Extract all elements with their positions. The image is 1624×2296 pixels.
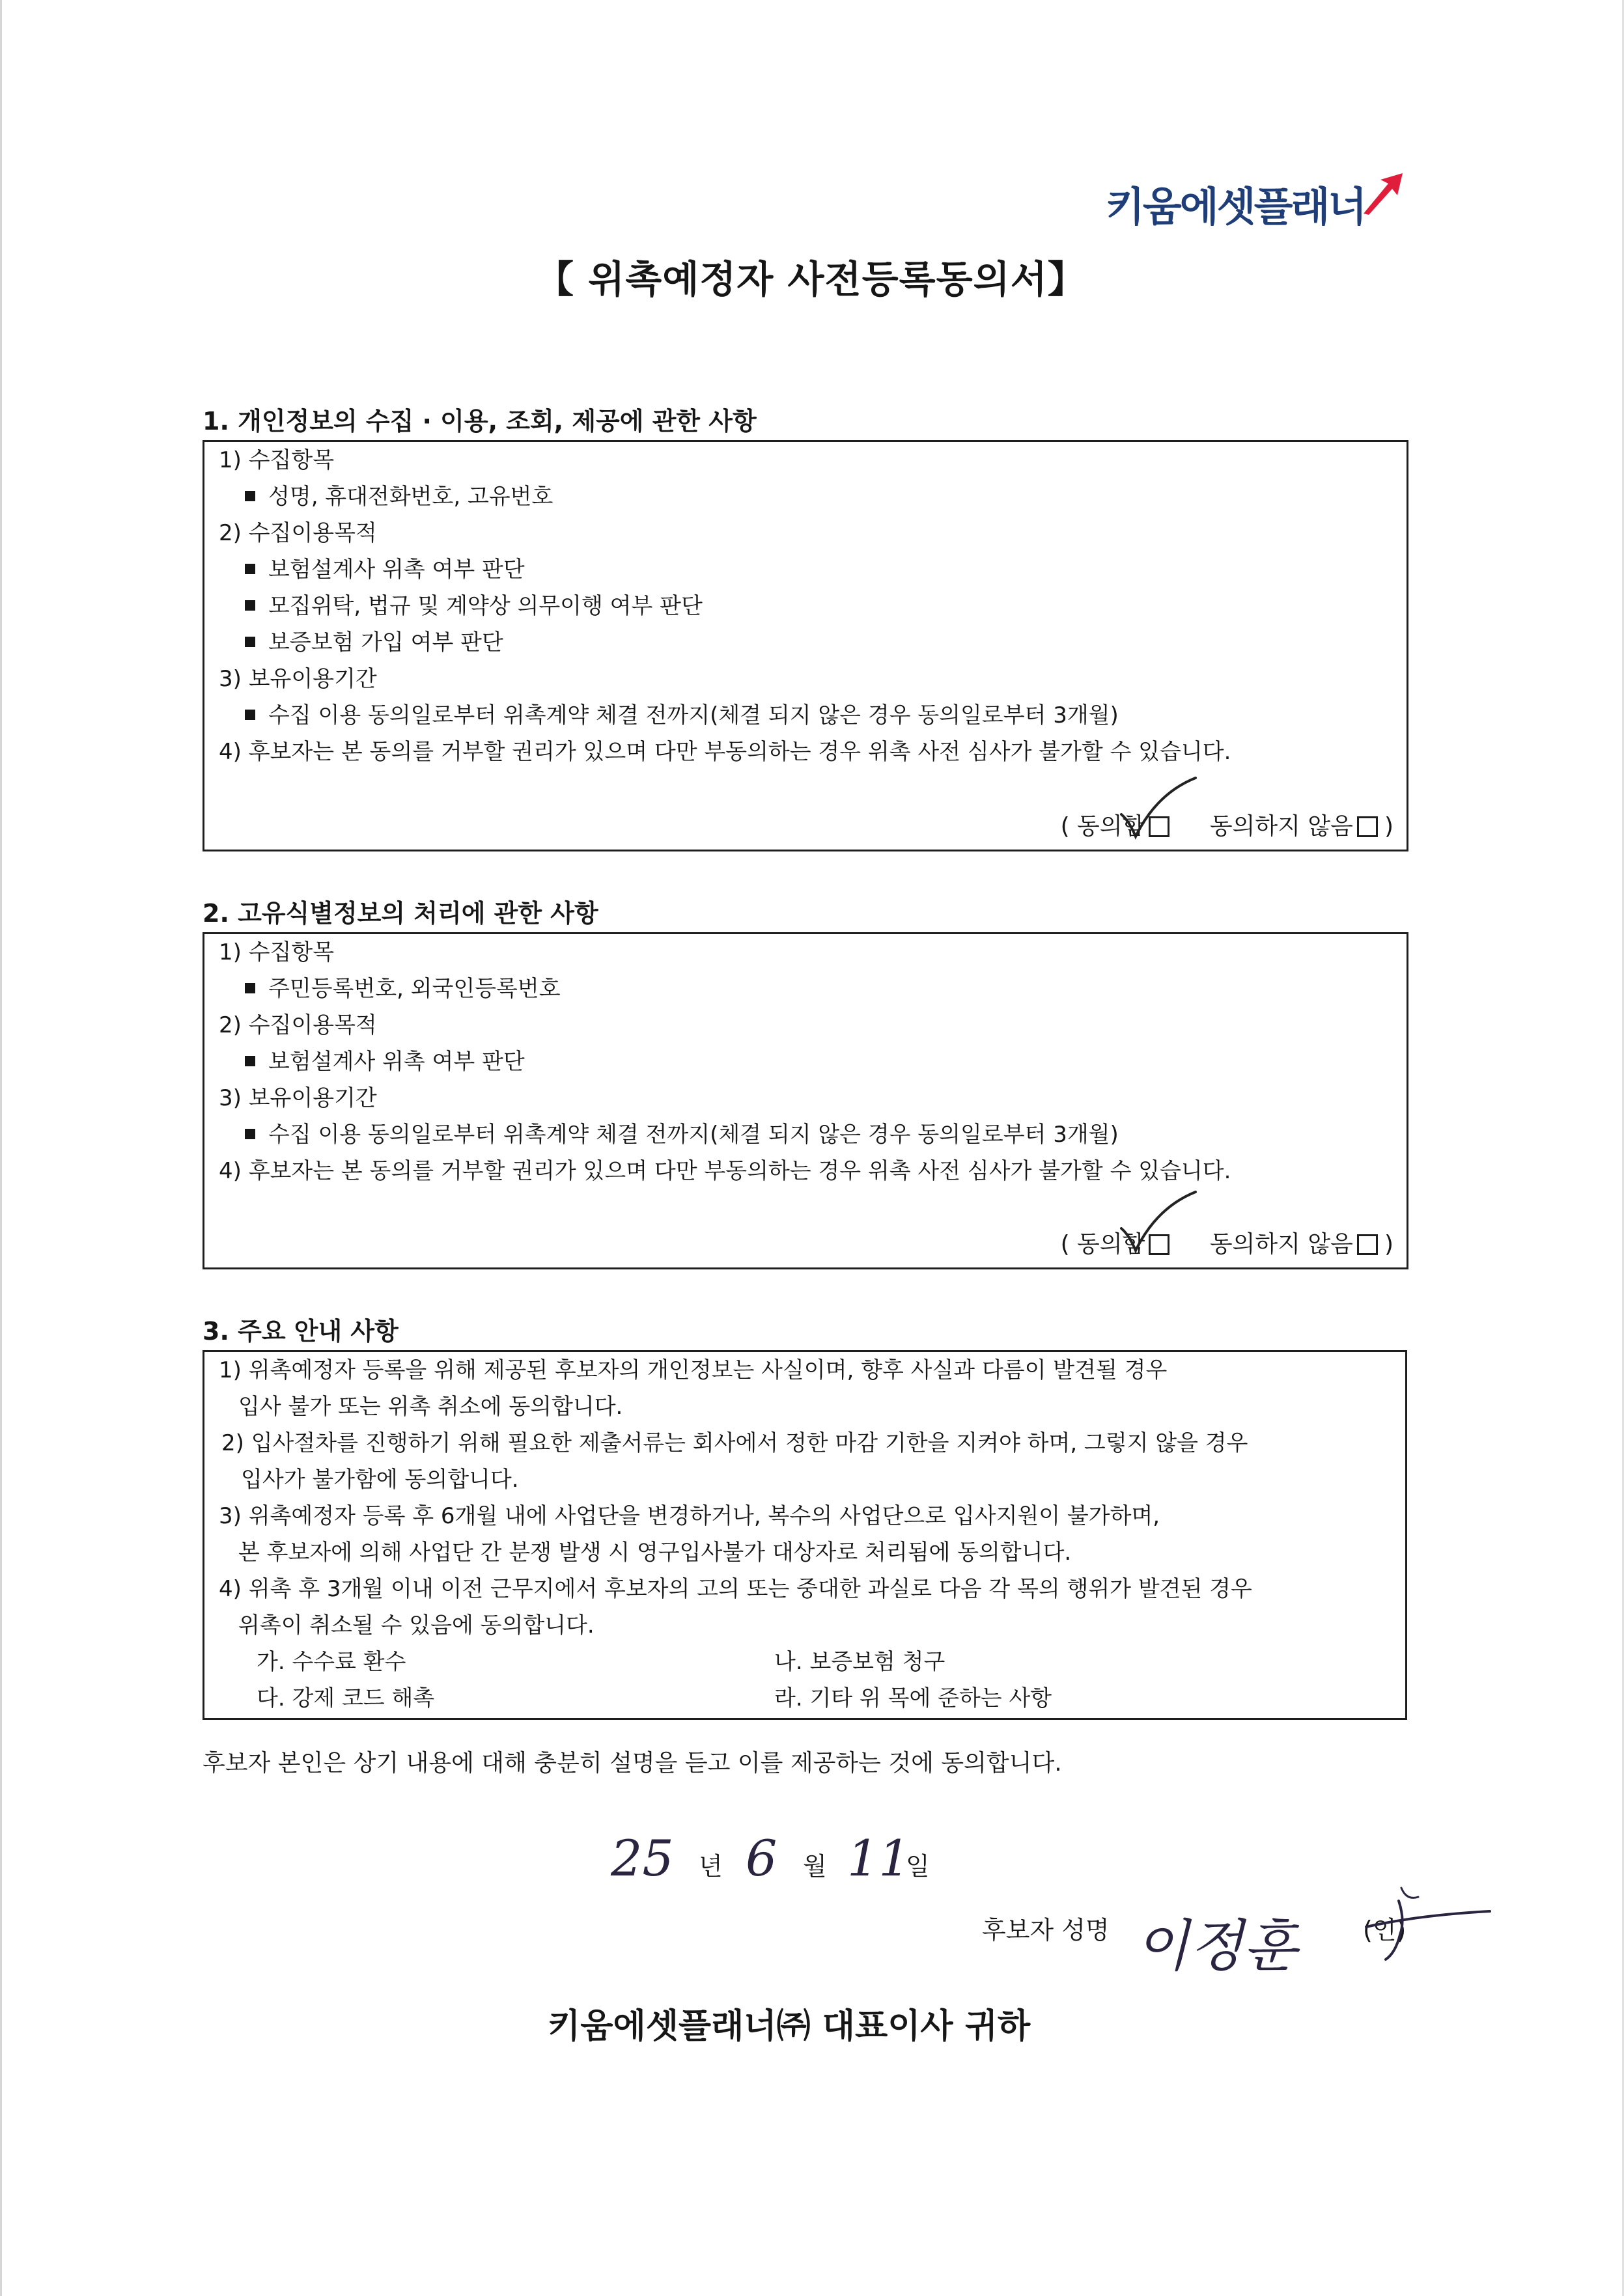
s1-bullet-item: 수집 이용 동의일로부터 위촉계약 체결 전까지(체결 되지 않은 경우 동의일로부터 3개월) bbox=[245, 702, 1119, 728]
bullet-icon bbox=[245, 710, 255, 720]
bullet-icon bbox=[245, 1056, 255, 1066]
s2-consent-row: ( 동의함 동의하지 않음 ) bbox=[1060, 1231, 1393, 1258]
s2-bullet-item: 수집 이용 동의일로부터 위촉계약 체결 전까지(체결 되지 않은 경우 동의일로부터 3개월) bbox=[245, 1122, 1119, 1148]
bullet-icon bbox=[245, 637, 255, 647]
date-month-label: 월 bbox=[803, 1852, 827, 1881]
signature-name: 이정훈 bbox=[1135, 1914, 1298, 1979]
seal-label: (인) bbox=[1363, 1916, 1407, 1944]
date-year-label: 년 bbox=[699, 1852, 723, 1881]
company-logo bbox=[1106, 171, 1418, 229]
s3-subitem: 나. 보증보험 청구 bbox=[774, 1649, 945, 1675]
s3-subitem: 가. 수수료 환수 bbox=[257, 1649, 406, 1675]
s2-item-heading: 1) 수집항목 bbox=[219, 939, 335, 965]
section3-heading: 3. 주요 안내 사항 bbox=[203, 1317, 399, 1346]
s3-notice-line: 3) 위촉예정자 등록 후 6개월 내에 사업단을 변경하거나, 복수의 사업단으로 입사지원이 불가하며, bbox=[219, 1503, 1160, 1529]
signature-scribble-icon bbox=[1360, 1881, 1496, 1972]
s2-item-heading: 4) 후보자는 본 동의를 거부할 권리가 있으며 다만 부동의하는 경우 위촉 사전 심사가 불가할 수 있습니다. bbox=[219, 1158, 1231, 1184]
s3-notice-line: 위촉이 취소될 수 있음에 동의합니다. bbox=[238, 1612, 595, 1639]
s1-item-heading: 1) 수집항목 bbox=[219, 447, 335, 473]
s2-bullet-item: 보험설계사 위촉 여부 판단 bbox=[245, 1049, 525, 1075]
disagree-checkbox[interactable] bbox=[1357, 1234, 1378, 1255]
s3-notice-line: 2) 입사절차를 진행하기 위해 필요한 제출서류는 회사에서 정한 마감 기한을 지켜야 하며, 그렇지 않을 경우 bbox=[221, 1430, 1248, 1456]
s3-notice-line: 입사가 불가함에 동의합니다. bbox=[241, 1467, 519, 1493]
s1-bullet-item: 모집위탁, 법규 및 계약상 의무이행 여부 판단 bbox=[245, 593, 703, 619]
s2-bullet-item: 주민등록번호, 외국인등록번호 bbox=[245, 976, 561, 1002]
date-month-value: 6 bbox=[746, 1829, 777, 1887]
signature-label: 후보자 성명 bbox=[982, 1916, 1110, 1944]
s3-subitem: 라. 기타 위 목에 준하는 사항 bbox=[774, 1685, 1052, 1711]
section1-heading: 1. 개인정보의 수집 · 이용, 조회, 제공에 관한 사항 bbox=[203, 407, 757, 436]
consent-statement: 후보자 본인은 상기 내용에 대해 충분히 설명을 듣고 이를 제공하는 것에 동의합니다. bbox=[203, 1750, 1062, 1777]
addressee: 키움에셋플래너㈜ 대표이사 귀하 bbox=[548, 2007, 1031, 2046]
bullet-icon bbox=[245, 491, 255, 501]
s3-notice-line: 1) 위촉예정자 등록을 위해 제공된 후보자의 개인정보는 사실이며, 향후 사실과 다름이 발견될 경우 bbox=[219, 1357, 1168, 1383]
s1-item-heading: 4) 후보자는 본 동의를 거부할 권리가 있으며 다만 부동의하는 경우 위촉 사전 심사가 불가할 수 있습니다. bbox=[219, 739, 1231, 765]
page-title: 【 위촉예정자 사전등록동의서】 bbox=[536, 257, 1086, 301]
bullet-icon bbox=[245, 983, 255, 993]
section1-box bbox=[203, 440, 1408, 851]
s1-bullet-item: 보증보험 가입 여부 판단 bbox=[245, 629, 503, 656]
red-arrow-icon bbox=[1360, 171, 1405, 216]
date-day-value: 11 bbox=[847, 1829, 910, 1887]
logo-text: 키움에셋플래너 bbox=[1106, 183, 1365, 230]
bullet-icon bbox=[245, 600, 255, 611]
s2-item-heading: 2) 수집이용목적 bbox=[219, 1012, 377, 1038]
s1-consent-row: ( 동의함 동의하지 않음 ) bbox=[1060, 813, 1393, 840]
s3-notice-line: 본 후보자에 의해 사업단 간 분쟁 발생 시 영구입사불가 대상자로 처리됨에 동의합니다. bbox=[238, 1540, 1072, 1566]
s1-bullet-item: 성명, 휴대전화번호, 고유번호 bbox=[245, 484, 553, 510]
s1-item-heading: 3) 보유이용기간 bbox=[219, 666, 377, 692]
s3-subitem: 다. 강제 코드 해촉 bbox=[257, 1685, 435, 1711]
handwritten-check-icon bbox=[1116, 1188, 1201, 1260]
bullet-icon bbox=[245, 1129, 255, 1139]
section2-heading: 2. 고유식별정보의 처리에 관한 사항 bbox=[203, 899, 598, 928]
section2-box bbox=[203, 932, 1408, 1269]
s1-item-heading: 2) 수집이용목적 bbox=[219, 520, 377, 546]
s2-item-heading: 3) 보유이용기간 bbox=[219, 1085, 377, 1111]
date-day-label: 일 bbox=[906, 1852, 930, 1881]
s1-bullet-item: 보험설계사 위촉 여부 판단 bbox=[245, 557, 525, 583]
s3-notice-line: 입사 불가 또는 위촉 취소에 동의합니다. bbox=[238, 1394, 623, 1420]
handwritten-check-icon bbox=[1116, 774, 1201, 846]
bullet-icon bbox=[245, 564, 255, 574]
s3-notice-line: 4) 위촉 후 3개월 이내 이전 근무지에서 후보자의 고의 또는 중대한 과실로 다음 각 목의 행위가 발견된 경우 bbox=[219, 1576, 1252, 1602]
section3-box bbox=[203, 1350, 1407, 1720]
disagree-checkbox[interactable] bbox=[1357, 816, 1378, 837]
date-year-value: 25 bbox=[611, 1829, 674, 1887]
